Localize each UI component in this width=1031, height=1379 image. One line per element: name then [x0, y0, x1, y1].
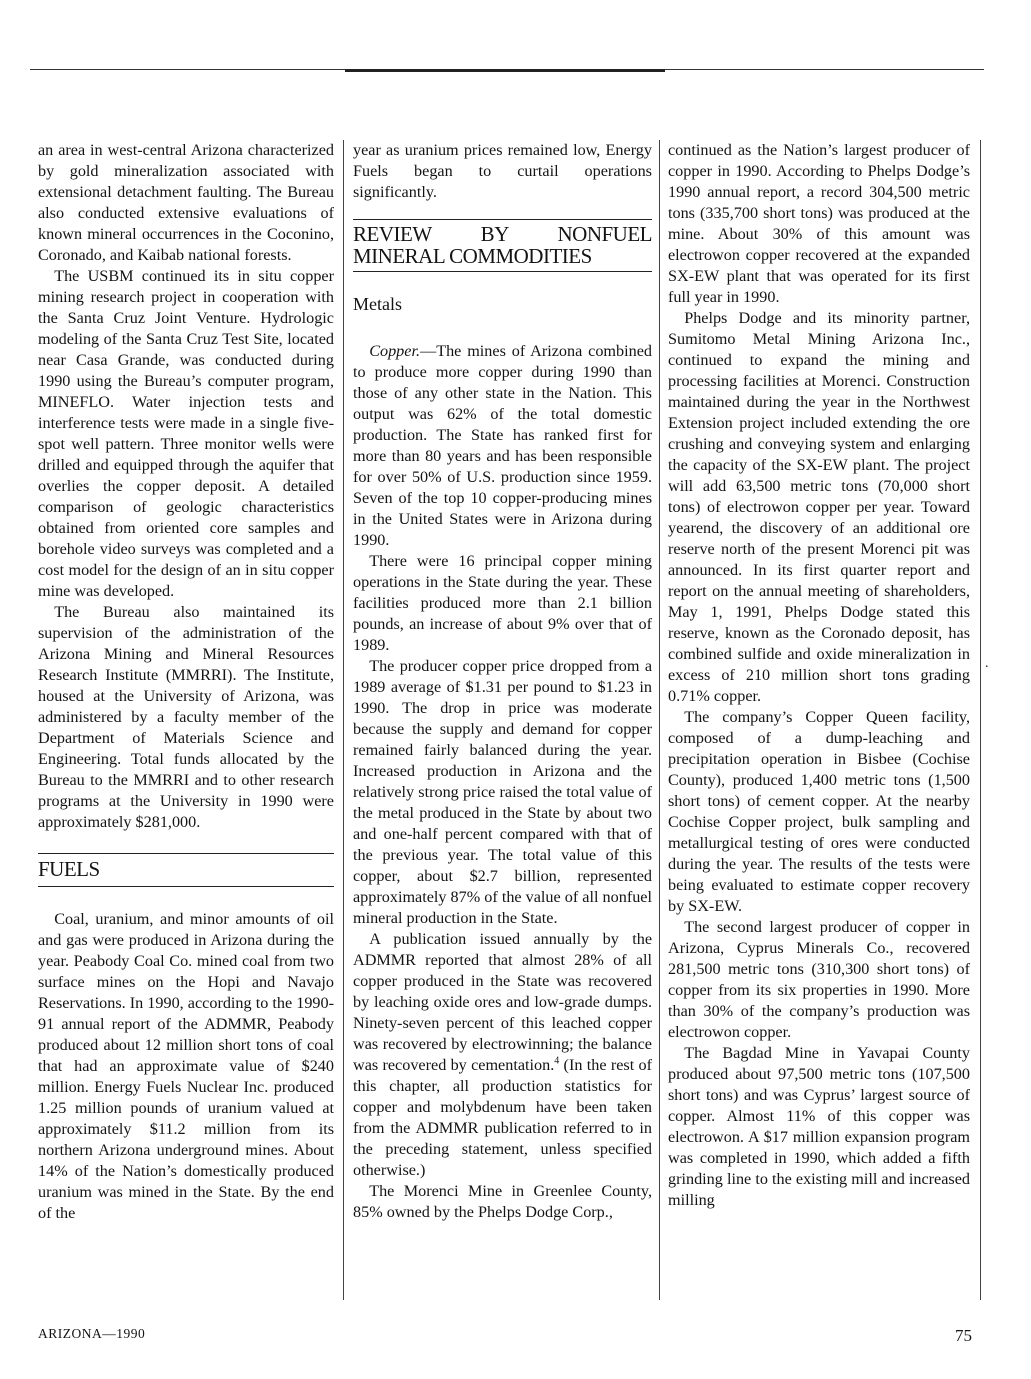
- fuels-heading: FUELS: [38, 853, 334, 887]
- paragraph-text: (In the rest of this chapter, all production statistics for copper and molybdenum have been taken from the ADMMR publication referred to in the preceding statement, unless specified otherwise.): [353, 1056, 652, 1179]
- column-2: [353, 140, 652, 1223]
- paragraph: The company’s Copper Queen facility, composed of a dump-leaching and precipitation operation in Bisbee (Cochise County), produced 1,400 metric tons (1,500 short tons) of cement copper. At the nearby Cochise Copper project, bulk sampling and metallurgical testing of ores were conducted during the year. The results of the tests were being evaluated to estimate copper recovery by SX-EW.: [668, 708, 970, 915]
- column-divider-edge: [980, 140, 981, 1300]
- paragraph: The Bureau also maintained its supervision of the administration of the Arizona Mining and Mineral Resources Research Institute (MMRRI). The Institute, housed at the University of Arizona, was administered by a faculty member of the Department of Materials Science and Engineering. Total funds allocated by the Bureau to the MMRRI and to other research programs at the University in 1990 were approximately $281,000.: [38, 603, 334, 831]
- paragraph-text: A publication issued annually by the ADMMR reported that almost 28% of all copper produced in the State was recovered by leaching oxide ores and low-grade dumps. Ninety-seven percent of this leached copper was recovered by electrowinning; the balance was recovered by cementation.: [353, 930, 652, 1074]
- paragraph: an area in west-central Arizona characterized by gold mineralization associated with extensional detachment faulting. The Bureau also conducted extensive evaluations of known mineral occurrences in the Coconino, Coronado, and Kaibab national forests.: [38, 141, 334, 264]
- paragraph: [353, 929, 652, 1181]
- paragraph: The producer copper price dropped from a 1989 average of $1.31 per pound to $1.23 in 1990. The drop in price was moderate because the supply and demand for copper remained fairly balanced during the year. Increased production in Arizona and the relatively strong price raised the total value of the metal produced in the State by about two and one-half percent compared with that of the previous year. The total value of this copper, about $2.7 billion, represented approximately 87% of the value of all nonfuel mineral production in the State.: [353, 657, 652, 927]
- paragraph: The Bagdad Mine in Yavapai County produced about 97,500 metric tons (107,500 short tons) and was Cyprus’ largest source of copper. Almost 11% of this copper was electrowon. A $17 million expansion program was completed in 1990, which added a fifth grinding line to the existing mill and increased milling: [668, 1044, 970, 1209]
- section-heading: REVIEW BY NONFUEL MINERAL COMMODITIES: [353, 219, 652, 272]
- copper-run-in-heading: Copper.: [369, 342, 421, 360]
- paragraph: continued as the Nation’s largest producer of copper in 1990. According to Phelps Dodge’s 1990 annual report, a record 304,500 metric tons (335,700 short tons) was produced at the mine. About 30% of this amount was electrowon copper recovered at the expanded SX-EW plant that was operated for its first full year in 1990.: [668, 141, 970, 306]
- paragraph: Phelps Dodge and its minority partner, Sumitomo Metal Mining Arizona Inc., continued to expand the mining and processing facilities at Morenci. Construction maintained during the year in the Northwest Extension project included extending the ore crushing and conveying system and enlarging the capacity of the SX-EW plant. The project will add 63,500 metric tons (70,000 short tons) of electrowon copper per year. Toward yearend, the discovery of an additional ore reserve north of the present Morenci pit was announced. In its first quarter report and report on the annual meeting of shareholders, May 1, 1991, Phelps Dodge stated this reserve, known as the Coronado deposit, has combined sulfide and oxide mineralization in excess of 210 million short tons grading 0.71% copper.: [668, 309, 970, 705]
- margin-mark: .: [985, 656, 989, 671]
- paragraph: Coal, uranium, and minor amounts of oil and gas were produced in Arizona during the year. Peabody Coal Co. mined coal from two surface mines on the Hopi and Navajo Reservations. In 1990, according to the 1990-91 annual report of the ADMMR, Peabody produced about 12 million short tons of coal that had an approximate value of $240 million. Energy Fuels Nuclear Inc. produced 1.25 million pounds of uranium valued at approximately $11.2 million from its northern Arizona underground mines. About 14% of the Nation’s domestically produced uranium was mined in the State. By the end of the: [38, 910, 334, 1222]
- top-rule-accent: [345, 69, 665, 72]
- running-footer: ARIZONA—1990: [38, 1326, 146, 1341]
- column-divider-right: [659, 140, 660, 1300]
- paragraph: year as uranium prices remained low, Energy Fuels began to curtail operations significantly.: [353, 141, 652, 201]
- paragraph: [353, 341, 652, 551]
- column-1: [38, 140, 334, 1224]
- paragraph: There were 16 principal copper mining operations in the State during the year. These facilities produced more than 2.1 billion pounds, an increase of about 9% over that of 1989.: [353, 552, 652, 654]
- paragraph: The USBM continued its in situ copper mining research project in cooperation with the Santa Cruz Joint Venture. Hydrologic modeling of the Santa Cruz Test Site, located near Casa Grande, was conducted during 1990 using the Bureau’s computer program, MINEFLO. Water injection tests and interference tests were made in a single five-spot well pattern. Three monitor wells were drilled and equipped through the aquifer that overlies the copper deposit. A detailed comparison of geologic characteristics obtained from oriented core samples and borehole video surveys was completed and a cost model for the design of an in situ copper mine was developed.: [38, 267, 334, 600]
- paragraph: The second largest producer of copper in Arizona, Cyprus Minerals Co., recovered 281,500 metric tons (310,300 short tons) of copper from its six properties in 1990. More than 30% of the company’s production was electrowon copper.: [668, 918, 970, 1041]
- paragraph-text: —The mines of Arizona combined to produce more copper during 1990 than those of any other state in the Nation. This output was 62% of the total domestic production. The State has ranked first for more than 80 years and has been responsible for over 50% of U.S. production since 1959. Seven of the top 10 copper-producing mines in the United States were in Arizona during 1990.: [353, 342, 652, 549]
- column-3: [668, 140, 970, 1211]
- paragraph: The Morenci Mine in Greenlee County, 85% owned by the Phelps Dodge Corp.,: [353, 1182, 652, 1221]
- column-divider-left: [343, 140, 344, 1300]
- page-number: 75: [955, 1326, 972, 1345]
- sub-heading: Metals: [353, 294, 402, 314]
- footnote-ref: 4: [554, 1055, 560, 1067]
